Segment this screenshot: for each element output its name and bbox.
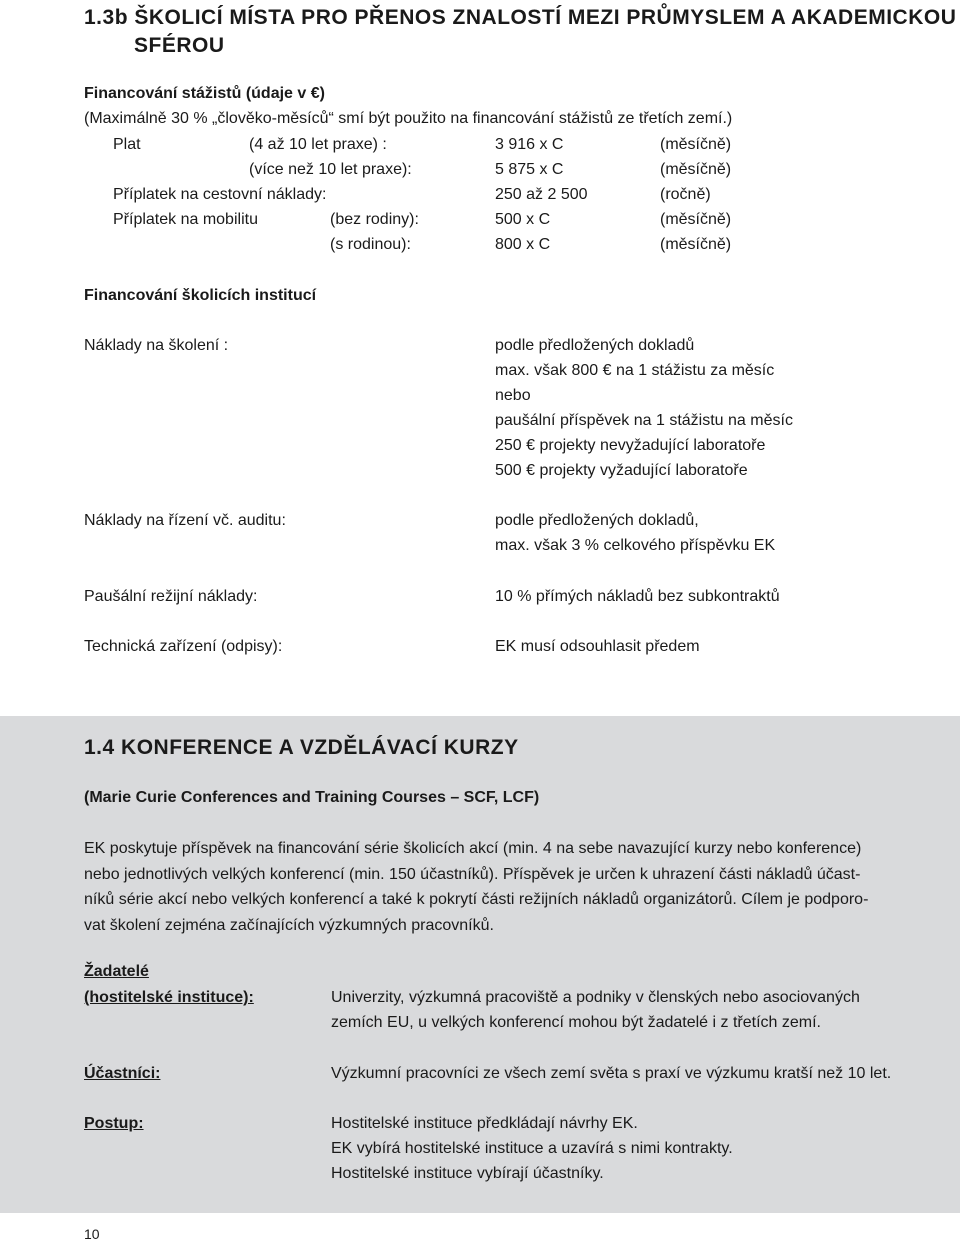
participants-label: Účastníci: xyxy=(84,1065,161,1082)
procedure-step: Hostitelské instituce vybírají účastníky. xyxy=(331,1165,604,1182)
procedure-step: Hostitelské instituce předkládají návrhy EK. xyxy=(331,1115,638,1132)
intro-line: níků série akcí nebo velkých konferencí a také k pokrytí části režijních nákladů organizátorů. Cílem je podporo- xyxy=(84,891,869,908)
mobility-allowance-condition: (bez rodiny): xyxy=(330,211,419,228)
cost-line: EK musí odsouhlasit předem xyxy=(495,638,700,655)
fellow-financing-heading: Financování stážistů (údaje v €) xyxy=(84,85,325,102)
cost-line: max. však 3 % celkového příspěvku EK xyxy=(495,537,776,554)
cost-label-equipment: Technická zařízení (odpisy): xyxy=(84,638,283,655)
mobility-allowance-label: Příplatek na mobilitu xyxy=(113,211,258,228)
salary-row-value: 5 875 x C xyxy=(495,161,564,178)
mobility-allowance-period: (měsíčně) xyxy=(660,211,732,228)
travel-allowance-period: (ročně) xyxy=(660,186,711,203)
applicants-text: zemích EU, u velkých konferencí mohou být žadatelé i z třetích zemí. xyxy=(331,1014,821,1031)
salary-row-value: 3 916 x C xyxy=(495,136,564,153)
mobility-allowance-value: 500 x C xyxy=(495,211,551,228)
travel-allowance-label: Příplatek na cestovní náklady: xyxy=(113,186,327,203)
section-1-4-intro xyxy=(84,836,880,938)
mobility-allowance-period: (měsíčně) xyxy=(660,236,732,253)
mobility-allowance-condition: (s rodinou): xyxy=(330,236,411,253)
procedure-label: Postup: xyxy=(84,1115,144,1132)
applicants-label-sub: (hostitelské instituce): xyxy=(84,989,254,1006)
cost-label-management: Náklady na řízení vč. auditu: xyxy=(84,512,286,529)
intro-line: EK poskytuje příspěvek na financování série školicích akcí (min. 4 na sebe navazující kurzy nebo konference) xyxy=(84,840,862,857)
institution-financing-heading: Financování školicích institucí xyxy=(84,287,317,304)
cost-line: paušální příspěvek na 1 stážistu na měsíc xyxy=(495,412,793,429)
mobility-allowance-value: 800 x C xyxy=(495,236,551,253)
cost-line: 500 € projekty vyžadující laboratoře xyxy=(495,462,748,479)
cost-label-training: Náklady na školení : xyxy=(84,337,229,354)
section-title-continued: SFÉROU xyxy=(134,34,225,57)
section-1-4-title: 1.4 KONFERENCE A VZDĚLÁVACÍ KURZY xyxy=(84,736,519,759)
cost-line: max. však 800 € na 1 stážistu za měsíc xyxy=(495,362,775,379)
salary-row-period: (měsíčně) xyxy=(660,136,732,153)
salary-row-label: Plat xyxy=(113,136,141,153)
section-title: 1.3b ŠKOLICÍ MÍSTA PRO PŘENOS ZNALOSTÍ MEZI PRŮMYSLEM A AKADEMICKOU xyxy=(84,6,957,29)
salary-row-condition: (více než 10 let praxe): xyxy=(249,161,412,178)
cost-line: 250 € projekty nevyžadující laboratoře xyxy=(495,437,766,454)
cost-line: podle předložených dokladů xyxy=(495,337,695,354)
salary-row-period: (měsíčně) xyxy=(660,161,732,178)
fellow-financing-note: (Maximálně 30 % „člověko-měsíců“ smí být použito na financování stážistů ze třetích zemí.) xyxy=(84,110,733,127)
cost-line: podle předložených dokladů, xyxy=(495,512,699,529)
cost-line: 10 % přímých nákladů bez subkontraktů xyxy=(495,588,780,605)
travel-allowance-value: 250 až 2 500 xyxy=(495,186,588,203)
cost-label-overhead: Paušální režijní náklady: xyxy=(84,588,258,605)
applicants-text: Univerzity, výzkumná pracoviště a podniky v členských nebo asociovaných xyxy=(331,989,860,1006)
intro-line: vat školení zejména začínajících výzkumných pracovníků. xyxy=(84,916,494,934)
salary-row-condition: (4 až 10 let praxe) : xyxy=(249,136,387,153)
applicants-label: Žadatelé xyxy=(84,963,149,980)
procedure-step: EK vybírá hostitelské instituce a uzavírá s nimi kontrakty. xyxy=(331,1140,733,1157)
cost-line: nebo xyxy=(495,387,531,404)
section-1-4-subtitle: (Marie Curie Conferences and Training Courses – SCF, LCF) xyxy=(84,789,540,806)
page-number: 10 xyxy=(84,1226,100,1242)
intro-line: nebo jednotlivých velkých konferencí (min. 150 účastníků). Příspěvek je určen k uhrazení části nákladů účast- xyxy=(84,865,861,883)
participants-text: Výzkumní pracovníci ze všech zemí světa s praxí ve výzkumu kratší než 10 let. xyxy=(331,1065,892,1082)
